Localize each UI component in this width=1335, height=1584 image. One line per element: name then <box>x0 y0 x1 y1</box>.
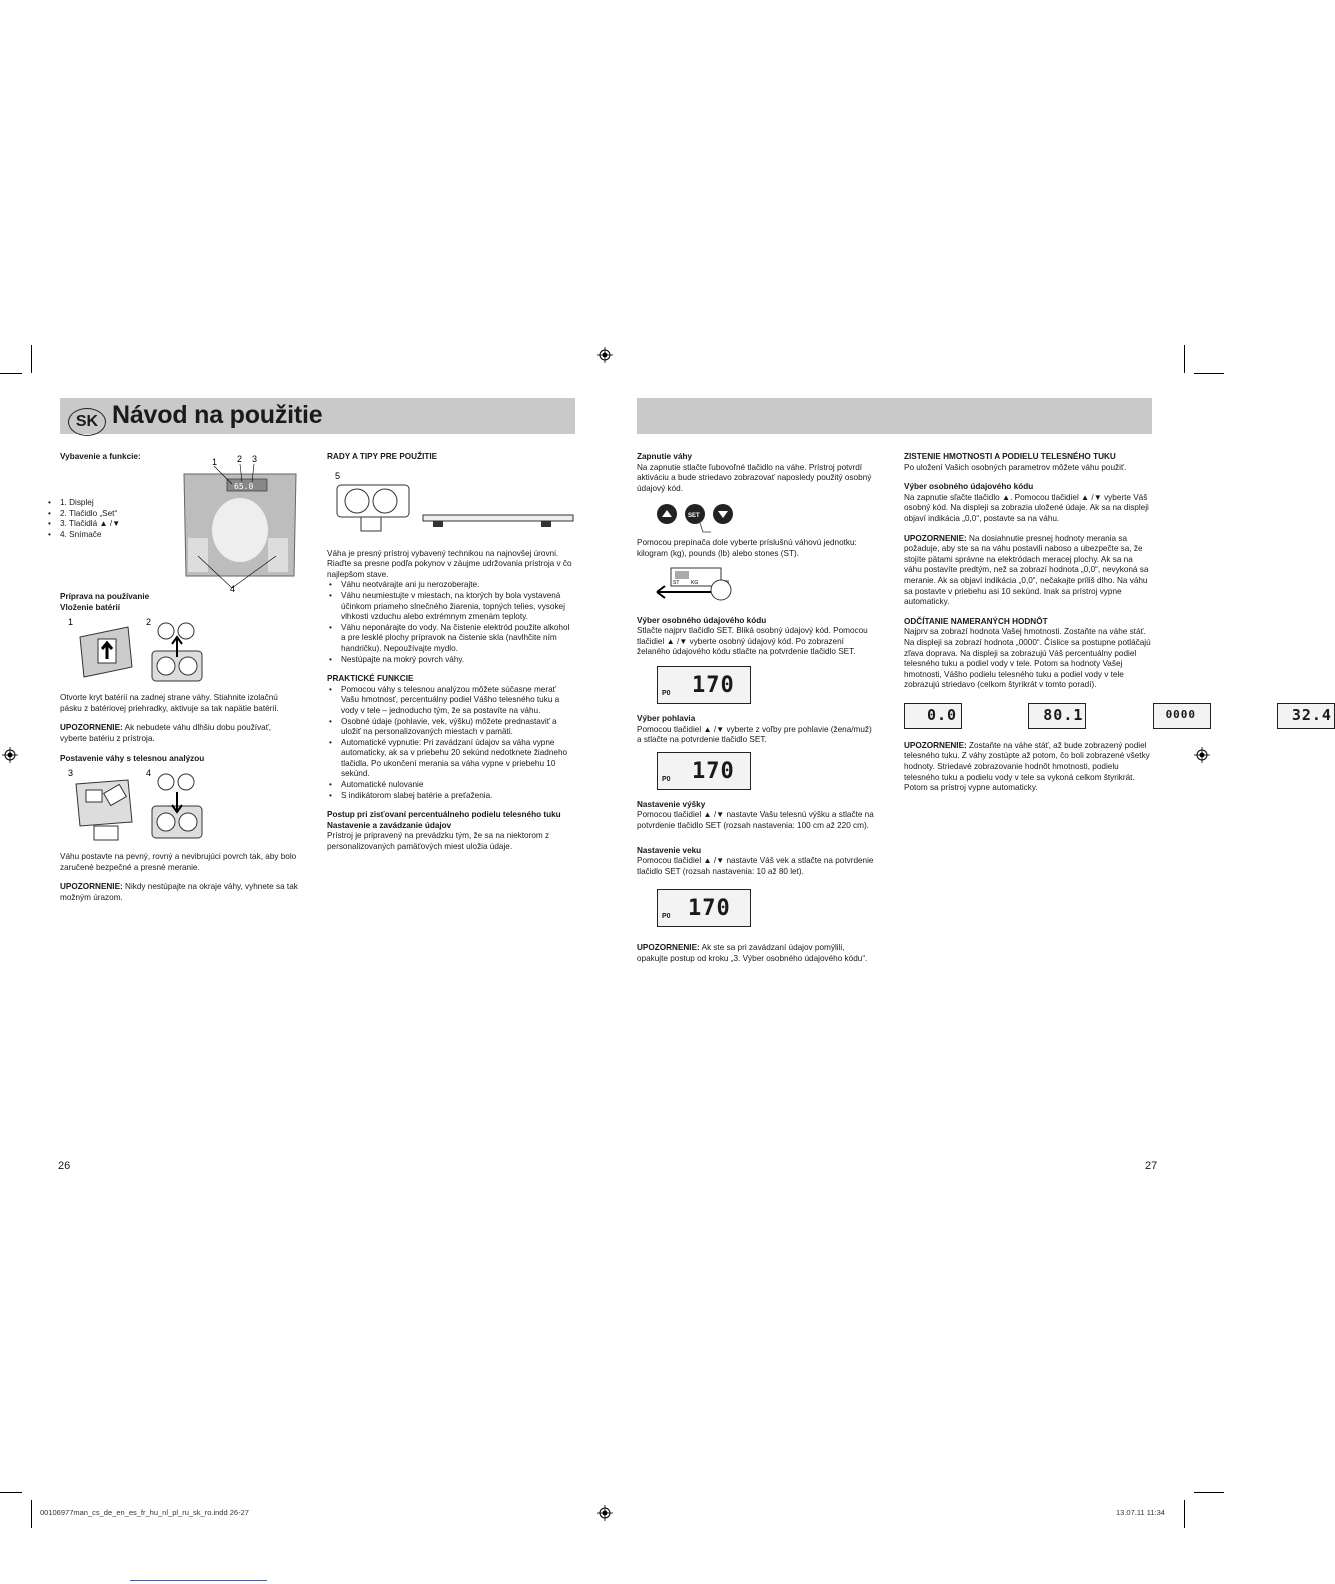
fat-heading: ZISTENIE HMOTNOSTI A PODIELU TELESNÉHO TUKU <box>904 452 1116 461</box>
functions-heading: PRAKTICKÉ FUNKCIE <box>327 674 414 684</box>
feature-item: • 2. Tlačidlo „Set“ <box>60 509 120 520</box>
crop-mark <box>31 1500 32 1528</box>
list-item: • Váhu neumiestujte v miestach, na ktorých by bola vystavená účinkom priameho slnečného žiarenia, topných telies, vysokej vlhkosti vzduchu alebo extrémnym zmenám teploty. <box>341 591 575 623</box>
warning-label: UPOZORNENIE: <box>904 533 967 543</box>
scale-figure <box>172 452 300 592</box>
procedure-subheading: Nastavenie a zavádzanie údajov <box>327 820 452 830</box>
lcd-value: 32.4 <box>1291 705 1332 724</box>
gender-heading: Výber pohlavia <box>637 713 696 723</box>
lcd-display <box>1153 703 1211 729</box>
setup-heading: Postavenie váhy s telesnou analýzou <box>60 753 205 763</box>
page-number-left: 26 <box>58 1160 71 1172</box>
lcd-value: 0000 <box>1165 707 1197 721</box>
code-text: Na zapnutie sľačte tlačidlo ▲. Pomocou tlačidiel ▲ /▼ vyberte Váš osobný kód. Na displeji sa zobrazia uložené údaje. Ak sa na displeji objaví indikácia „0,0“, postavte sa na váhu. <box>904 492 1149 523</box>
column-1 <box>60 452 300 913</box>
age-text: Pomocou tlačidiel ▲ /▼ nastavte Váš vek a stlačte na potvrdenie tlačidlo SET (rozsah nastavenia: 10 až 80 let). <box>637 856 874 876</box>
figure-label: 1 <box>212 457 218 467</box>
lcd-value: 170 <box>688 896 731 922</box>
procedure-heading: Postup pri zisťovaní percentuálneho podielu telesného tuku <box>327 810 561 820</box>
list-item: • Automatické nulovanie <box>341 780 575 791</box>
crop-mark <box>31 345 32 373</box>
warning-text: Ak nebudete váhu dlhšiu dobu používať, vyberte batériu z prístroja. <box>60 723 272 743</box>
figure-label: 1 <box>68 617 74 628</box>
column-4 <box>904 452 1332 803</box>
crop-mark <box>1184 345 1185 373</box>
lcd-figure <box>651 881 761 937</box>
registration-mark-icon <box>2 747 18 763</box>
warning-label: UPOZORNENIE: <box>60 723 123 733</box>
figure-label: 2 <box>146 617 152 628</box>
lcd-sequence <box>904 703 1332 733</box>
lcd-value: 170 <box>692 758 735 784</box>
battery-figure <box>66 617 226 687</box>
setup-figure <box>66 766 226 846</box>
column-3 <box>637 452 875 973</box>
tips-intro: Váha je presný prístroj vybavený technikou na najnovšej úrovni. Riaďte sa presne podľa pokynov v záujme udržovania prístroja v čo najlepšom stave. <box>327 548 572 579</box>
lcd-display <box>904 703 962 729</box>
footer-date: 13.07.11 11:34 <box>1116 1508 1165 1517</box>
unit-switch-figure <box>651 564 751 612</box>
list-item: • Osobné údaje (pohlavie, vek, výšku) môžete prednastaviť a uložiť na personalizovaných miestach v pamäti. <box>341 717 575 738</box>
code-text: Stlačte najprv tlačidlo SET. Bliká osobný údajový kód. Pomocou tlačidiel ▲ /▼ vyberte osobný údajový kód. Po zobrazení želaného údajového kódu stlačte na potvrdenie tlačidlo SET. <box>637 626 868 657</box>
link-underline <box>130 1580 267 1581</box>
warning-label: UPOZORNENIE: <box>904 740 967 750</box>
power-on-heading: Zapnutie váhy <box>637 452 693 461</box>
procedure-text: Prístroj je pripravený na prevádzku tým, že sa na niektorom z personalizovaných pamäťových miest uložia údaje. <box>327 831 550 852</box>
gender-text: Pomocou tlačidiel ▲ /▼ vyberte z voľby pre pohlavie (žena/muž) a stlačte na potvrdenie tlačidlo SET. <box>637 724 872 745</box>
scale-display-reading: 65.0 <box>234 482 254 491</box>
figure-label: 4 <box>146 768 152 779</box>
lcd-display <box>657 752 751 790</box>
warning-text: Nikdy nestúpajte na okraje váhy, vyhnete sa tak možným úrazom. <box>60 882 298 902</box>
battery-text: Otvorte kryt batérií na zadnej strane váhy. Stiahnite izolačnú pásku z batériovej priehradky, aktivuje sa tak napätie batérií. <box>60 693 279 713</box>
list-item: • Váhu neotvárajte ani ju nerozoberajte. <box>341 580 575 591</box>
warning-text: Ak ste sa pri zavádzaní údajov pomýlili, opakujte postup od kroku „3. Výber osobného údajového kódu“. <box>637 943 868 963</box>
code-heading: Výber osobného údajového kódu <box>904 482 1034 492</box>
lcd-display <box>1028 703 1086 729</box>
registration-mark-icon <box>597 347 613 363</box>
warning-label: UPOZORNENIE: <box>60 882 123 892</box>
registration-mark-icon <box>597 1505 613 1521</box>
lcd-value: 0.0 <box>927 705 958 724</box>
warning-text: Zostaňte na váhe stáť, až bude zobrazený podiel telesného tuku. Z váhy zostúpte až potom, čo boli zobrazené všetky hodnoty. Striedavé zobrazovanie hodnôt hmotnosti, podielu telesného tuku a podielu vody v tele sa vykoná celkom štyrikrát. Potom sa prístroj vypne automaticky. <box>904 740 1150 793</box>
tips-figure <box>327 465 575 541</box>
lcd-figure <box>651 750 761 796</box>
right-header-band <box>637 398 1152 434</box>
set-button-label: SET <box>688 513 700 520</box>
figure-label: 3 <box>68 768 74 779</box>
language-badge: SK <box>68 408 106 436</box>
unit-text: Pomocou prepínača dole vyberte príslušnú váhovú jednotku: kilogram (kg), pounds (lb) alebo stones (ST). <box>637 538 857 558</box>
list-item: • Automatické vypnutie: Pri zavádzaní údajov sa váha vypne automaticky, ak sa v priebehu 20 sekúnd nedotknete žiadneho tlačidla. Po ukončení merania sa váha vypne v priebehu 10 sekúnd. <box>341 738 575 780</box>
crop-mark <box>1194 373 1224 374</box>
crop-mark <box>1184 1500 1185 1528</box>
height-text: Pomocou tlačidiel ▲ /▼ nastavte Vašu telesnú výšku a stlačte na potvrdenie tlačidlo SET (rozsah nastavenia: 100 cm až 220 cm). <box>637 810 874 830</box>
tips-list <box>327 580 575 665</box>
switch-label: KG <box>691 579 699 586</box>
readout-text: Najprv sa zobrazí hodnota Vašej hmotnosti. Zostaňte na váhe stáť. Na displeji sa zobrazí hodnota „0000“. Číslice sa postupne potláčajú zľava doprava. Na displeji sa zobrazujú Váš percentuálny podiel telesného tuku a podiel vody v tele. Potom sa hodnoty Vašej hmotnosti, Vášho podielu telesného tuku a podiel vody v tele zobrazujú striedavo (celkom štyrikrát v tomto poradí). <box>904 627 1151 690</box>
prep-heading: Príprava na používanie <box>60 592 150 601</box>
list-item: • S indikátorom slabej batérie a preťaženia. <box>341 791 575 802</box>
warning-2 <box>60 882 300 903</box>
age-heading: Nastavenie veku <box>637 845 702 855</box>
power-on-text: Na zapnutie stlačte ľubovoľné tlačidlo na váhe. Prístroj potvrdí aktiváciu a bude striedavo zobrazovať naposledy použitý osobný údajový kód. <box>637 462 872 493</box>
features-heading: Vybavenie a funkcie: <box>60 452 141 461</box>
figure-label: 3 <box>252 454 258 464</box>
lcd-tag: P0 <box>662 913 671 921</box>
buttons-figure <box>655 498 745 534</box>
list-item: • Pomocou váhy s telesnou analýzou môžete súčasne merať Vašu hmotnosť, percentuálny podiel Vášho telesného tuku a vody v tele – jednoducho tým, že sa postavíte na váhu. <box>341 685 575 717</box>
figure-label: 4 <box>230 584 236 594</box>
lcd-tag: P0 <box>662 689 671 697</box>
crop-mark <box>1194 1492 1224 1493</box>
feature-item: • 1. Displej <box>60 498 120 509</box>
switch-label: ST <box>673 579 680 586</box>
readout-heading: ODČÍTANIE NAMERANÝCH HODNÔT <box>904 616 1048 626</box>
warning-5 <box>904 741 1152 794</box>
tips-heading: RADY A TIPY PRE POUŽITIE <box>327 452 438 461</box>
crop-mark <box>0 1492 22 1493</box>
warning-text: Na dosiahnutie presnej hodnoty merania sa požaduje, aby ste sa na váhu postavili naboso a ubezpečte sa, že stojíte pätami správne na elektródach meracej plochy. Ak sa na váhu postavíte predtým, než sa zobrazí hodnota „0,0“, nevykoná sa meranie. Ak sa objaví indikácia „0,0“, nečakajte príliš dlho. Na váhu sa postavte v priebehu asi 10 sekúnd. Inak sa prístroj vypne automaticky. <box>904 533 1149 607</box>
warning-1 <box>60 723 300 744</box>
feature-item: • 3. Tlačidlá ▲ /▼ <box>60 519 120 530</box>
warning-label: UPOZORNENIE: <box>637 943 700 953</box>
list-item: • Nestúpajte na mokrý povrch váhy. <box>341 655 575 666</box>
lcd-figure <box>651 662 761 712</box>
lcd-display <box>657 889 751 927</box>
list-item: • Váhu neponárajte do vody. Na čistenie elektród použite alkohol a pre lesklé plochy prípravok na čistenie skla (navlhčite ním handričku). Nepoužívajte mydlo. <box>341 623 575 655</box>
lcd-display <box>657 666 751 704</box>
lcd-display <box>1277 703 1335 729</box>
fat-text: Po uložení Vašich osobných parametrov môžete váhu použiť. <box>904 462 1127 472</box>
code-heading: Výber osobného údajového kódu <box>637 615 767 625</box>
column-2 <box>327 452 575 862</box>
footer-filename: 00106977man_cs_de_en_es_fr_hu_nl_pl_ru_sk_ro.indd 26-27 <box>40 1508 249 1517</box>
features-list <box>60 498 120 540</box>
height-heading: Nastavenie výšky <box>637 799 706 809</box>
page-title: Návod na použitie <box>112 401 323 429</box>
figure-label: 2 <box>237 454 243 464</box>
feature-item: • 4. Snímače <box>60 530 120 541</box>
registration-mark-icon <box>1194 747 1210 763</box>
setup-text: Váhu postavte na pevný, rovný a nevibrujúci povrch tak, aby bolo zaručené bezpečné a presné meranie. <box>60 852 297 872</box>
lcd-value: 80.1 <box>1043 705 1084 724</box>
warning-3 <box>637 943 875 964</box>
warning-4 <box>904 534 1152 608</box>
lcd-tag: P0 <box>662 775 671 783</box>
page-number-right: 27 <box>1145 1160 1158 1172</box>
battery-heading: Vloženie batérií <box>60 602 121 612</box>
functions-list <box>327 685 575 802</box>
crop-mark <box>0 373 22 374</box>
figure-label: 5 <box>335 470 341 481</box>
lcd-value: 170 <box>692 672 735 698</box>
